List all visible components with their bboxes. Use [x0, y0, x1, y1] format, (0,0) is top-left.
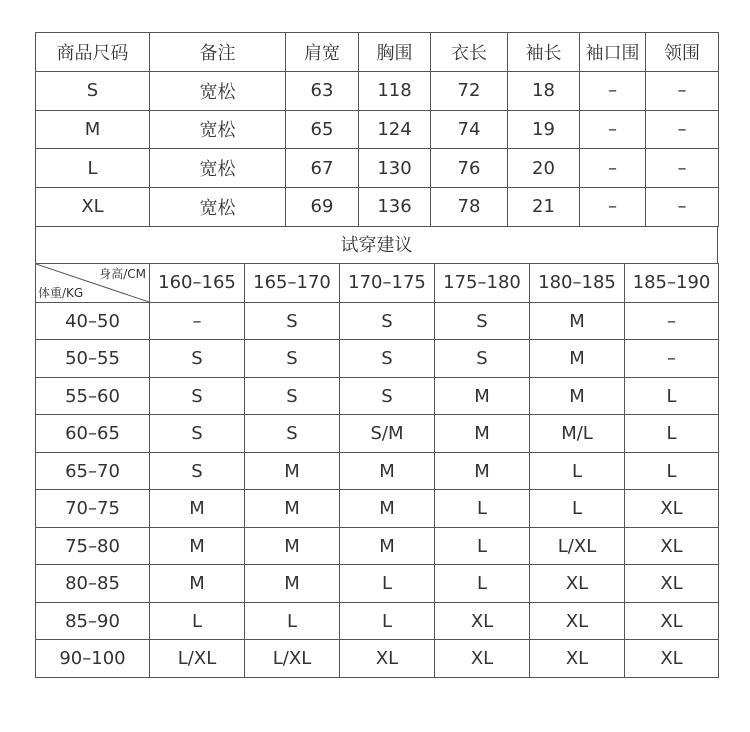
size-recommendation-cell: XL — [340, 640, 435, 678]
size-recommendation-cell: – — [625, 340, 719, 378]
table-row — [36, 527, 719, 565]
table-cell: 118 — [359, 71, 431, 110]
table-row — [36, 71, 719, 110]
table-row — [36, 377, 719, 415]
table-cell: – — [580, 188, 646, 227]
size-recommendation-cell: L — [625, 452, 719, 490]
size-recommendation-cell: L/XL — [530, 527, 625, 565]
size-recommendation-cell: L — [625, 415, 719, 453]
size-recommendation-cell: S — [340, 340, 435, 378]
fit-guide-table — [35, 263, 719, 678]
weight-range-cell: 40–50 — [36, 302, 150, 340]
header-size: 商品尺码 — [36, 33, 150, 72]
size-recommendation-cell: XL — [530, 602, 625, 640]
weight-range-cell: 70–75 — [36, 490, 150, 528]
size-recommendation-cell: L — [435, 490, 530, 528]
size-recommendation-cell: S — [340, 377, 435, 415]
size-recommendation-cell: – — [150, 302, 245, 340]
table-row — [36, 188, 719, 227]
header-cuff: 袖口围 — [580, 33, 646, 72]
size-recommendation-cell: M — [245, 565, 340, 603]
size-recommendation-cell: XL — [625, 640, 719, 678]
weight-axis-label: 体重/KG — [38, 285, 84, 300]
size-recommendation-cell: L — [340, 565, 435, 603]
fit-guide-banner — [35, 226, 718, 264]
table-cell: 76 — [431, 149, 508, 188]
table-cell: 67 — [286, 149, 359, 188]
size-recommendation-cell: S — [245, 377, 340, 415]
weight-range-cell: 85–90 — [36, 602, 150, 640]
table-cell: 21 — [508, 188, 580, 227]
size-recommendation-cell: XL — [625, 565, 719, 603]
table-cell: – — [580, 149, 646, 188]
table-row — [36, 490, 719, 528]
table-cell: 130 — [359, 149, 431, 188]
table-cell: 宽松 — [150, 110, 286, 149]
table-cell: S — [36, 71, 150, 110]
size-recommendation-cell: – — [625, 302, 719, 340]
table-cell: 65 — [286, 110, 359, 149]
table-cell: – — [580, 71, 646, 110]
table-row — [36, 452, 719, 490]
weight-range-cell: 60–65 — [36, 415, 150, 453]
size-recommendation-cell: M — [435, 377, 530, 415]
table-row — [36, 415, 719, 453]
size-recommendation-cell: M — [435, 452, 530, 490]
size-recommendation-cell: S — [150, 452, 245, 490]
table-cell: 72 — [431, 71, 508, 110]
size-recommendation-cell: S — [150, 415, 245, 453]
table-cell: 19 — [508, 110, 580, 149]
table-cell: 78 — [431, 188, 508, 227]
header-collar: 领围 — [646, 33, 719, 72]
fit-guide-header-row — [36, 263, 719, 302]
weight-range-cell: 90–100 — [36, 640, 150, 678]
size-table-header-row — [36, 33, 719, 72]
table-row — [36, 149, 719, 188]
size-recommendation-cell: XL — [530, 640, 625, 678]
height-range-header: 165–170 — [245, 263, 340, 302]
size-recommendation-cell: M/L — [530, 415, 625, 453]
size-recommendation-cell: M — [340, 490, 435, 528]
height-range-header: 160–165 — [150, 263, 245, 302]
table-cell: – — [646, 188, 719, 227]
size-recommendation-cell: S — [435, 302, 530, 340]
weight-range-cell: 75–80 — [36, 527, 150, 565]
size-recommendation-cell: L — [150, 602, 245, 640]
table-cell: – — [646, 71, 719, 110]
table-cell: 宽松 — [150, 71, 286, 110]
size-recommendation-cell: M — [150, 527, 245, 565]
size-recommendation-cell: M — [530, 340, 625, 378]
header-shoulder: 肩宽 — [286, 33, 359, 72]
size-recommendation-cell: M — [530, 302, 625, 340]
size-recommendation-cell: XL — [530, 565, 625, 603]
table-cell: 69 — [286, 188, 359, 227]
table-row — [36, 340, 719, 378]
header-sleeve: 袖长 — [508, 33, 580, 72]
size-recommendation-cell: L — [340, 602, 435, 640]
size-recommendation-cell: XL — [435, 602, 530, 640]
table-cell: 18 — [508, 71, 580, 110]
size-recommendation-cell: M — [530, 377, 625, 415]
fit-guide-body — [36, 302, 719, 677]
table-cell: 宽松 — [150, 149, 286, 188]
table-cell: L — [36, 149, 150, 188]
size-recommendation-cell: M — [340, 452, 435, 490]
size-recommendation-cell: S/M — [340, 415, 435, 453]
table-cell: 20 — [508, 149, 580, 188]
size-recommendation-cell: L/XL — [245, 640, 340, 678]
height-axis-label: 身高/CM — [99, 266, 146, 281]
size-recommendation-cell: L — [530, 490, 625, 528]
table-cell: XL — [36, 188, 150, 227]
header-chest: 胸围 — [359, 33, 431, 72]
size-recommendation-cell: S — [435, 340, 530, 378]
size-chart — [35, 32, 718, 678]
height-range-header: 175–180 — [435, 263, 530, 302]
size-recommendation-cell: M — [245, 452, 340, 490]
height-range-header: 185–190 — [625, 263, 719, 302]
table-cell: 136 — [359, 188, 431, 227]
table-cell: 124 — [359, 110, 431, 149]
table-row — [36, 602, 719, 640]
size-recommendation-cell: XL — [625, 527, 719, 565]
weight-range-cell: 80–85 — [36, 565, 150, 603]
size-recommendation-cell: S — [150, 340, 245, 378]
header-length: 衣长 — [431, 33, 508, 72]
size-recommendation-cell: L — [435, 565, 530, 603]
table-row — [36, 110, 719, 149]
size-recommendation-cell: M — [245, 490, 340, 528]
size-recommendation-cell: M — [435, 415, 530, 453]
table-cell: 宽松 — [150, 188, 286, 227]
size-recommendation-cell: L — [530, 452, 625, 490]
size-recommendation-cell: M — [245, 527, 340, 565]
size-recommendation-cell: L/XL — [150, 640, 245, 678]
size-recommendation-cell: M — [150, 565, 245, 603]
weight-range-cell: 65–70 — [36, 452, 150, 490]
size-recommendation-cell: L — [435, 527, 530, 565]
weight-range-cell: 50–55 — [36, 340, 150, 378]
size-recommendation-cell: XL — [435, 640, 530, 678]
size-recommendation-cell: M — [340, 527, 435, 565]
table-cell: – — [580, 110, 646, 149]
table-row — [36, 565, 719, 603]
size-recommendation-cell: XL — [625, 490, 719, 528]
size-recommendation-cell: S — [245, 340, 340, 378]
size-recommendation-cell: XL — [625, 602, 719, 640]
size-recommendation-cell: L — [625, 377, 719, 415]
size-recommendation-cell: M — [150, 490, 245, 528]
fit-guide-title: 试穿建议 — [36, 226, 718, 264]
table-cell: 63 — [286, 71, 359, 110]
table-cell: M — [36, 110, 150, 149]
diagonal-header-cell — [36, 263, 150, 302]
weight-range-cell: 55–60 — [36, 377, 150, 415]
table-cell: – — [646, 149, 719, 188]
size-recommendation-cell: S — [340, 302, 435, 340]
size-recommendation-cell: S — [150, 377, 245, 415]
size-recommendation-cell: S — [245, 302, 340, 340]
table-cell: 74 — [431, 110, 508, 149]
size-recommendation-cell: S — [245, 415, 340, 453]
header-note: 备注 — [150, 33, 286, 72]
height-range-header: 180–185 — [530, 263, 625, 302]
table-row — [36, 640, 719, 678]
table-row — [36, 302, 719, 340]
table-cell: – — [646, 110, 719, 149]
size-table — [35, 32, 719, 227]
height-range-header: 170–175 — [340, 263, 435, 302]
size-recommendation-cell: L — [245, 602, 340, 640]
